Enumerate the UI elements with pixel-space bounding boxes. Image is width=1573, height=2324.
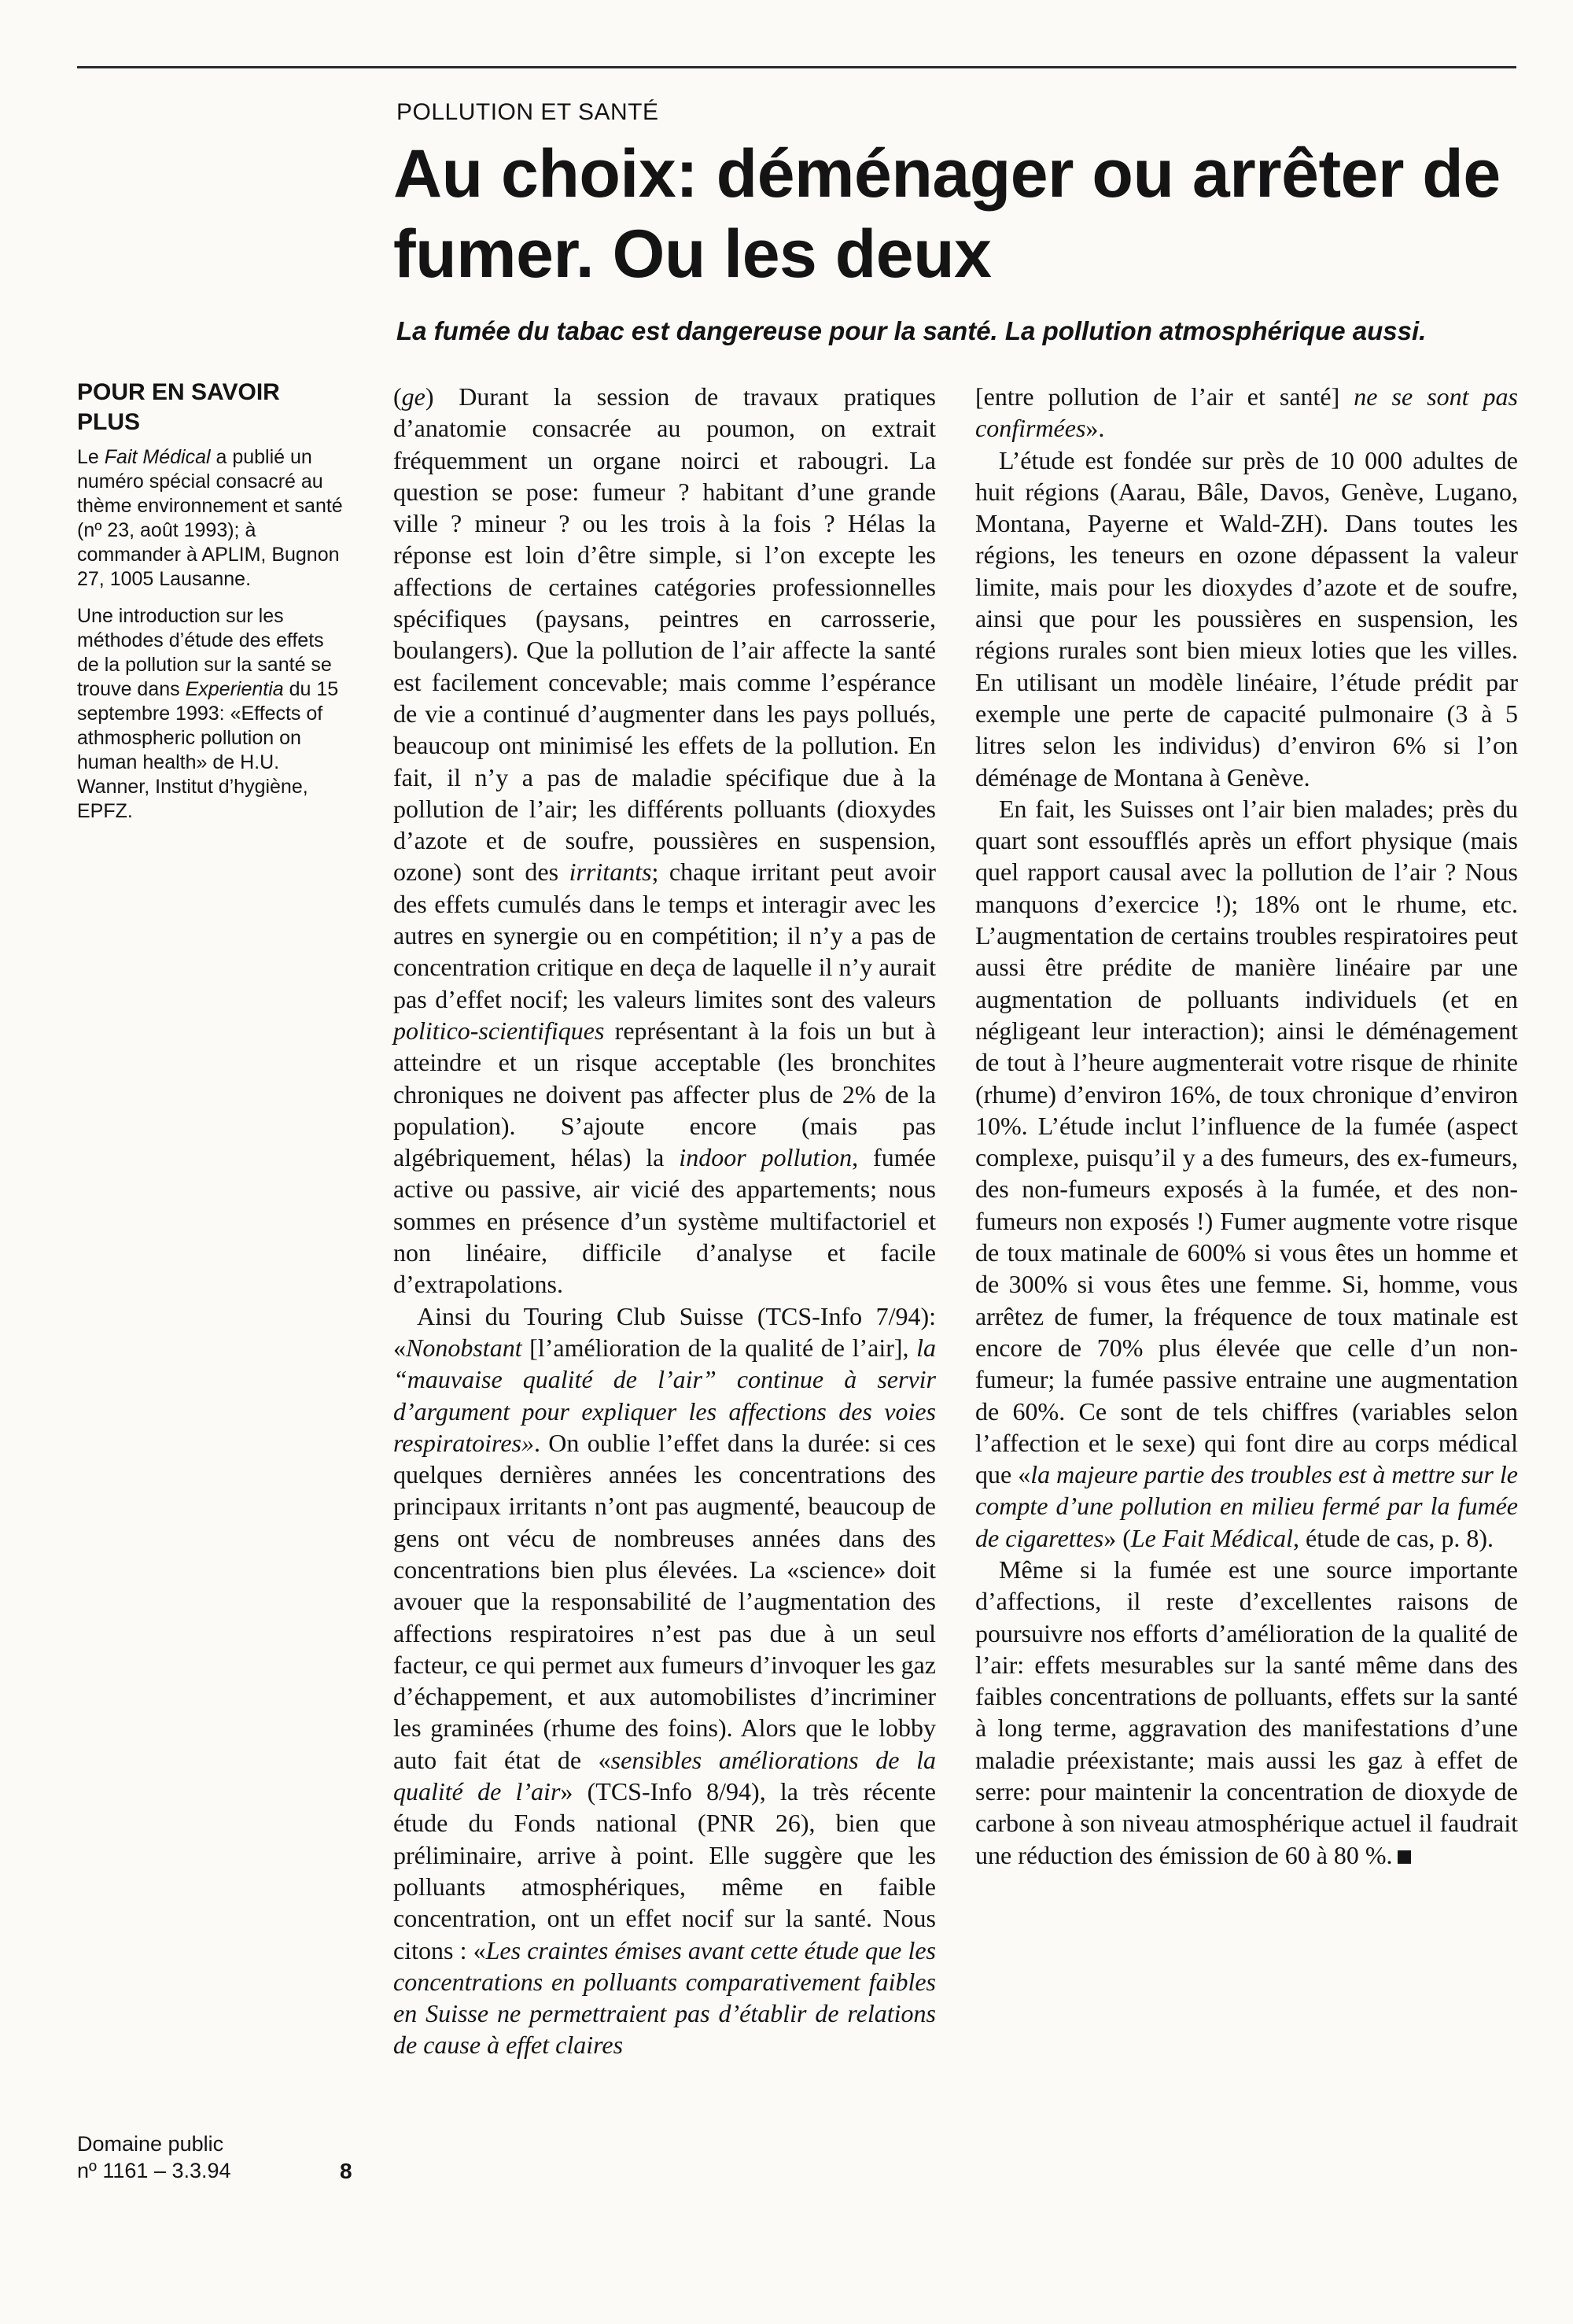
sidebar-paragraph: Une introduction sur les méthodes d’étude des effets de la pollution sur la santé se trouve dans Experientia du 15 septembre 1993: «Effects of athmospheric pollution on human health» de H.U. Wanner, Institut d’hygiène, EPFZ. [77, 605, 339, 822]
sidebar-title: POUR EN SAVOIR PLUS [77, 379, 280, 435]
standfirst: La fumée du tabac est dangereuse pour la santé. La pollution atmosphérique aussi. [396, 316, 1427, 345]
end-mark [1398, 1850, 1411, 1864]
article-paragraph: L’étude est fondée sur près de 10 000 adultes de huit régions (Aarau, Bâle, Davos, Genève, Lugano, Montana, Payerne et Wald-ZH). Dans toutes les régions, les teneurs en ozone dépassent la valeur limite, mais pour les dioxydes d’azote et de soufre, ainsi que pour les poussières en suspension, les régions rurales sont bien mieux loties que les villes. En utilisant un modèle linéaire, l’étude prédit par exemple une perte de capacité pulmonaire (3 à 5 litres selon les individus) d’environ 6% si l’on déménage de Montana à Genève. [975, 445, 1518, 791]
article-column-2 [975, 381, 1518, 1871]
sidebar-paragraph: Le Fait Médical a publié un numéro spécial consacré au thème environnement et santé (nº 23, août 1993); à commander à APLIM, Bugnon 27, 1005 Lausanne. [77, 446, 343, 590]
page-number: 8 [340, 2159, 352, 2183]
article-paragraph: En fait, les Suisses ont l’air bien malades; près du quart sont essoufflés après un effort physique (mais quel rapport causal avec la pollution de l’air ? Nous manquons d’exercice !); 18% ont le rhume, etc. L’augmentation de certains troubles respiratoires peut aussi être prédite de manière linéaire par une augmentation de polluants individuels (et en négligeant leur interaction); ainsi le déménagement de tout à l’heure augmenterait votre risque de rhinite (rhume) d’environ 16%, de toux chronique d’environ 10%. L’étude inclut l’influence de la fumée (aspect complexe, puisqu’il y a des fumeurs, des ex-fumeurs, des non-fumeurs exposés à la fumée, et des non-fumeurs non exposés !) Fumer augmente votre risque de toux matinale de 600% si vous êtes un homme et de 300% si vous êtes une femme. Si, homme, vous arrêtez de fumer, la fréquence de toux matinale est encore de 70% plus élevée que celle d’un non-fumeur; la fumée passive entraine une augmentation de 60%. Ce sont de tels chiffres (variables selon l’affection et le sexe) qui font dire au corps médical que «la majeure partie des troubles est à mettre sur le compte d’une pollution en milieu fermé par la fumée de cigarettes» (Le Fait Médical, étude de cas, p. 8). [975, 794, 1519, 1552]
article-paragraph: Même si la fumée est une source importante d’affections, il reste d’excellentes raisons de poursuivre nos efforts d’amélioration de la qualité de l’air: effets mesurables sur la santé même dans des faibles concentrations de polluants, effets sur la santé à long terme, aggravation des manifestations d’une maladie préexistante; mais aussi les gaz à effet de serre: pour maintenir la concentration de dioxyde de carbone à son niveau atmosphérique actuel il faudrait une réduction des émission de 60 à 80 %. [975, 1555, 1518, 1869]
sidebar-further-reading [77, 378, 344, 836]
article-paragraph: (ge) Durant la session de travaux pratiques d’anatomie consacrée au poumon, on extrait fréquemment un organe noirci et rabougri. La question se pose: fumeur ? habitant d’une grande ville ? mineur ? ou les trois à la fois ? Hélas la réponse est loin d’être simple, si l’on excepte les affections de certaines catégories professionnelles spécifiques (paysans, peintres en carrosserie, boulangers). Que la pollution de l’air affecte la santé est facilement concevable; mais comme l’espérance de vie a continué d’augmenter dans les pays pollués, beaucoup ont minimisé les effets de la pollution. En fait, il n’y a pas de maladie spécifique due à la pollution de l’air; les différents polluants (dioxydes d’azote et de soufre, poussières en suspension, ozone) sont des irritants; chaque irritant peut avoir des effets cumulés dans le temps et interagir avec les autres en synergie ou en compétition; il n’y a pas de concentration critique en deça de laquelle il n’y aurait pas d’effet nocif; les valeurs limites sont des valeurs politico-scientifiques représentant à la fois un but à atteindre et un risque acceptable (les bronchites chroniques ne doivent pas affecter plus de 2% de la population). S’ajoute encore (mais pas algébriquement, hélas) la indoor pollution, fumée active ou passive, air vicié des appartements; nous sommes en présence d’un système multifactoriel et non linéaire, difficile d’analyse et facile d’extrapolations. [393, 382, 937, 1299]
journal-title: Fait Médical [104, 446, 211, 468]
publication-name: Domaine public [77, 2132, 224, 2156]
top-rule [77, 66, 1516, 68]
section-kicker: POLLUTION ET SANTÉ [396, 99, 659, 125]
headline: Au choix: déménager ou arrêter de fumer. Ou les deux [393, 136, 1501, 292]
issue-info: nº 1161 – 3.3.94 [77, 2159, 231, 2182]
footer [77, 2130, 231, 2184]
article-paragraph: [entre pollution de l’air et santé] ne se sont pas confirmées». [975, 382, 1519, 443]
article-paragraph: Ainsi du Touring Club Suisse (TCS-Info 7/94): «Nonobstant [l’amélioration de la qualité de l’air], la “mauvaise qualité de l’air” continue à servir d’argument pour expliquer les affections des voies respiratoires». On oublie l’effet dans la durée: si ces quelques dernières années les concentrations des principaux irritants n’ont pas augmenté, beaucoup de gens ont vécu de nombreuses années dans des concentrations bien plus élevées. La «science» doit avouer que la responsabilité de l’augmentation des affections respiratoires n’est pas due à un seul facteur, ce qui permet aux fumeurs d’invoquer les gaz d’échappement, et aux automobilistes d’incriminer les graminées (rhume des foins). Alors que le lobby auto fait état de «sensibles améliorations de la qualité de l’air» (TCS-Info 8/94), la très récente étude du Fonds national (PNR 26), bien que préliminaire, arrive à point. Elle suggère que les polluants atmosphériques, même en faible concentration, ont un effet nocif sur la santé. Nous citons : «Les craintes émises avant cette étude que les concentrations en polluants comparativement faibles en Suisse ne permettraient pas d’établir de relations de cause à effet claires [393, 1301, 937, 2060]
article-column-1 [393, 381, 936, 2061]
journal-title: Experientia [185, 678, 284, 700]
